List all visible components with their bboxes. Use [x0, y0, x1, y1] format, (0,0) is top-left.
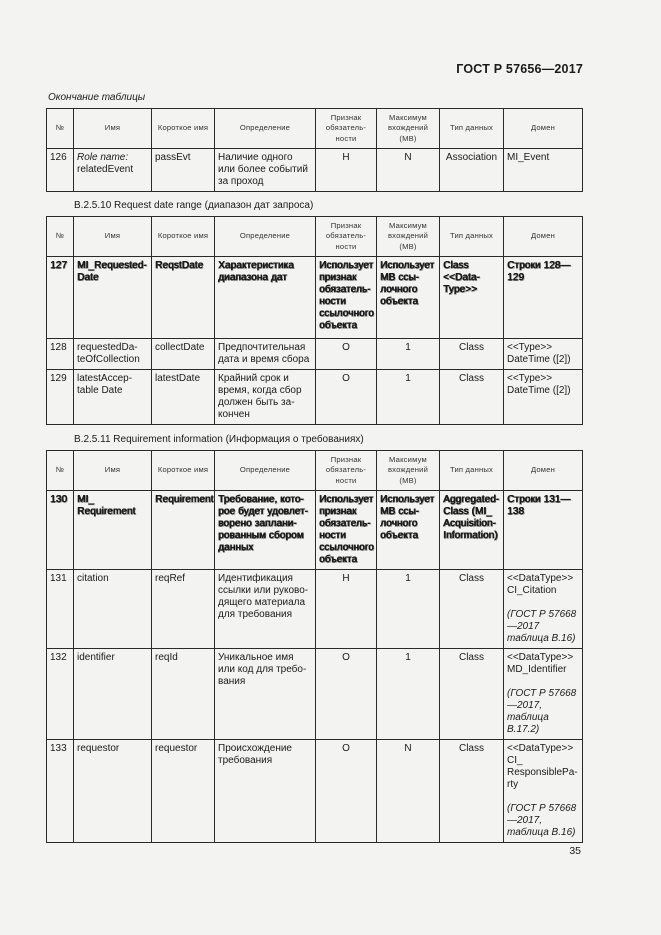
cell-short-name: passEvt: [152, 149, 215, 192]
col-header-data-type: Тип данных: [440, 451, 504, 491]
cell-name: requestor: [74, 740, 152, 843]
cell-short-name: latestDate: [152, 370, 215, 425]
cell-max: Использует МВ ссы-лочного объекта: [377, 491, 440, 570]
cell-type: Association: [440, 149, 504, 192]
table-row-class: [47, 491, 583, 570]
cell-num: 126: [47, 149, 74, 192]
cell-short-name: Requirement: [152, 491, 215, 570]
col-header-domain: Домен: [504, 109, 583, 149]
cell-name: latestAccep-table Date: [74, 370, 152, 425]
cell-num: 133: [47, 740, 74, 843]
cell-obligation: Использует признак обязатель-ности ссылочного объекта: [316, 491, 377, 570]
cell-definition: Характеристика диапазона дат: [215, 257, 316, 339]
cell-obligation: О: [316, 339, 377, 370]
table-request-date-range: [46, 216, 583, 425]
col-header-domain: Домен: [504, 217, 583, 257]
cell-max: 1: [377, 649, 440, 740]
cell-num: 131: [47, 570, 74, 649]
standard-number: ГОСТ Р 57656—2017: [456, 62, 583, 76]
cell-name: MI_ Requirement: [74, 491, 152, 570]
col-header-short-name: Короткое имя: [152, 109, 215, 149]
table-row: [47, 149, 583, 192]
cell-name: citation: [74, 570, 152, 649]
table-header-row: [47, 217, 583, 257]
page-number: 35: [569, 845, 581, 857]
cell-domain: [504, 370, 583, 425]
col-header-definition: Определение: [215, 451, 316, 491]
table-row: [47, 339, 583, 370]
domain-type: MD_Identifier: [507, 664, 567, 675]
cell-domain: Строки 128—129: [504, 257, 583, 339]
col-header-name: Имя: [74, 451, 152, 491]
cell-obligation: Н: [316, 149, 377, 192]
col-header-name: Имя: [74, 217, 152, 257]
cell-definition: Крайний срок и время, когда сбор должен быть за-кончен: [215, 370, 316, 425]
cell-name: [74, 149, 152, 192]
domain-type: DateTime ([2]): [507, 385, 571, 396]
role-name-value: relatedEvent: [77, 164, 134, 175]
cell-domain: [504, 339, 583, 370]
cell-name: MI_Requested-Date: [74, 257, 152, 339]
col-header-obligation: Признак обязатель-ности: [316, 109, 377, 149]
col-header-max-occurrence: Максимум вхождений (МВ): [377, 217, 440, 257]
table-end-caption: Окончание таблицы: [48, 92, 146, 103]
cell-domain: [504, 570, 583, 649]
domain-stereotype: <<Type>>: [507, 342, 553, 353]
table-row: [47, 370, 583, 425]
cell-obligation: О: [316, 649, 377, 740]
cell-type: Class: [440, 370, 504, 425]
cell-name: requestedDa-teOfCollection: [74, 339, 152, 370]
cell-short-name: reqRef: [152, 570, 215, 649]
col-header-obligation: Признак обязатель-ности: [316, 451, 377, 491]
table-header-row: [47, 451, 583, 491]
section-caption-request-date-range: B.2.5.10 Request date range (диапазон дат запроса): [74, 200, 314, 211]
cell-type: Class: [440, 339, 504, 370]
cell-definition: Требование, кото-рое будет удовлет-ворено заплани-рованным сбором данных: [215, 491, 316, 570]
cell-type: Class <<Data-Type>>: [440, 257, 504, 339]
col-header-obligation: Признак обязатель-ности: [316, 217, 377, 257]
cell-max: 1: [377, 570, 440, 649]
cell-domain: Строки 131—138: [504, 491, 583, 570]
domain-reference: (ГОСТ Р 57668—2017, таблица B.17.2): [507, 688, 577, 735]
cell-max: 1: [377, 339, 440, 370]
table-header-row: [47, 109, 583, 149]
col-header-max-occurrence: Максимум вхождений (МВ): [377, 109, 440, 149]
cell-definition: Предпочтительная дата и время сбора: [215, 339, 316, 370]
cell-num: 130: [47, 491, 74, 570]
cell-definition: Наличие одного или более событий за проход: [215, 149, 316, 192]
domain-reference: (ГОСТ Р 57668—2017 таблица B.16): [507, 609, 577, 644]
domain-stereotype: <<DataType>>: [507, 652, 574, 663]
domain-type: CI_ ResponsiblePa-rty: [507, 755, 578, 790]
role-name-label: Role name:: [77, 152, 129, 163]
table-requirement-information: [46, 450, 583, 843]
cell-short-name: requestor: [152, 740, 215, 843]
cell-type: Class: [440, 740, 504, 843]
cell-type: Class: [440, 570, 504, 649]
cell-short-name: ReqstDate: [152, 257, 215, 339]
domain-stereotype: <<Type>>: [507, 373, 553, 384]
table-continuation: [46, 108, 583, 192]
cell-max: Использует МВ ссы-лочного объекта: [377, 257, 440, 339]
domain-stereotype: <<DataType>>: [507, 743, 574, 754]
col-header-data-type: Тип данных: [440, 109, 504, 149]
col-header-definition: Определение: [215, 217, 316, 257]
cell-domain: MI_Event: [504, 149, 583, 192]
domain-reference: (ГОСТ Р 57668—2017, таблица B.16): [507, 803, 577, 838]
cell-num: 129: [47, 370, 74, 425]
col-header-max-occurrence: Максимум вхождений (МВ): [377, 451, 440, 491]
cell-domain: [504, 740, 583, 843]
col-header-num: №: [47, 451, 74, 491]
cell-num: 132: [47, 649, 74, 740]
cell-num: 128: [47, 339, 74, 370]
cell-obligation: Использует признак обязатель-ности ссылочного объекта: [316, 257, 377, 339]
cell-short-name: collectDate: [152, 339, 215, 370]
cell-domain: [504, 649, 583, 740]
col-header-short-name: Короткое имя: [152, 217, 215, 257]
cell-short-name: reqId: [152, 649, 215, 740]
cell-obligation: Н: [316, 570, 377, 649]
cell-obligation: О: [316, 740, 377, 843]
col-header-definition: Определение: [215, 109, 316, 149]
cell-obligation: О: [316, 370, 377, 425]
col-header-data-type: Тип данных: [440, 217, 504, 257]
cell-max: N: [377, 740, 440, 843]
cell-definition: Идентификация ссылки или руково-дящего материала для требования: [215, 570, 316, 649]
cell-max: 1: [377, 370, 440, 425]
table-row-class: [47, 257, 583, 339]
domain-type: DateTime ([2]): [507, 354, 571, 365]
cell-name: identifier: [74, 649, 152, 740]
cell-type: Aggregated-Class (MI_ Acquisition-Information): [440, 491, 504, 570]
section-caption-requirement-information: B.2.5.11 Requirement information (Информация о требованиях): [74, 434, 364, 445]
cell-definition: Происхождение требования: [215, 740, 316, 843]
table-row: [47, 570, 583, 649]
cell-type: Class: [440, 649, 504, 740]
col-header-num: №: [47, 217, 74, 257]
domain-stereotype: <<DataType>>: [507, 573, 574, 584]
col-header-domain: Домен: [504, 451, 583, 491]
table-row: [47, 649, 583, 740]
table-row: [47, 740, 583, 843]
col-header-name: Имя: [74, 109, 152, 149]
cell-num: 127: [47, 257, 74, 339]
col-header-num: №: [47, 109, 74, 149]
col-header-short-name: Короткое имя: [152, 451, 215, 491]
cell-max: N: [377, 149, 440, 192]
cell-definition: Уникальное имя или код для требо-вания: [215, 649, 316, 740]
domain-type: CI_Citation: [507, 585, 557, 596]
